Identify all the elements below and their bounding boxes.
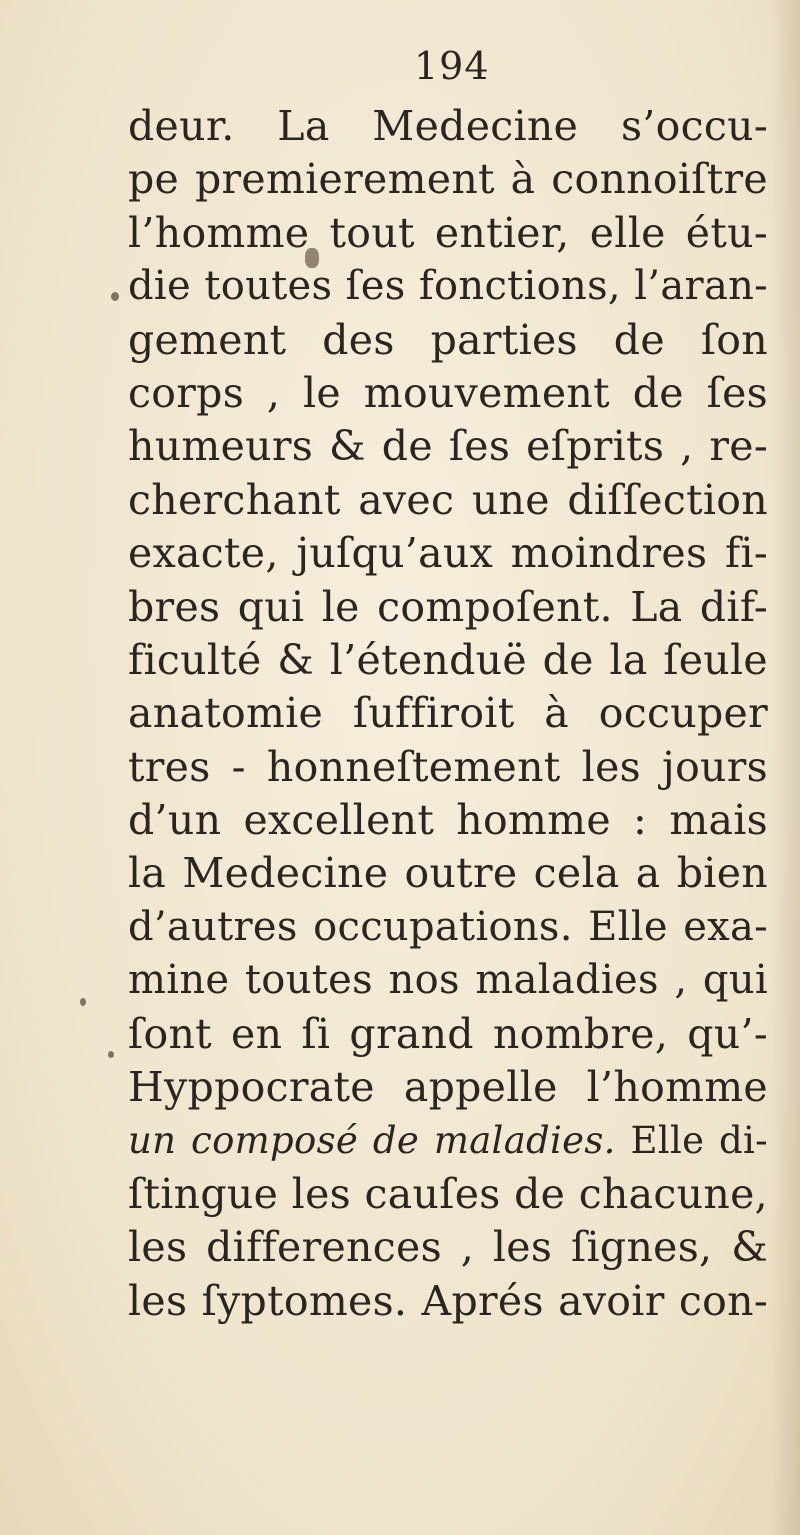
text-line: exacte, juſqu’aux moindres fi-	[128, 529, 768, 578]
page-edge-shadow	[770, 0, 800, 1535]
body-text	[128, 100, 768, 1328]
text-line: les ſyptomes. Aprés avoir con-	[128, 1276, 768, 1325]
ink-speck-mark	[80, 998, 86, 1006]
italic-quote: un composé de maladies.	[128, 1119, 616, 1163]
ink-speck-mark	[108, 1051, 114, 1058]
text-line: mine toutes nos maladies , qui	[128, 957, 768, 1004]
text-line: la Medecine outre cela a bien	[128, 849, 768, 898]
ink-speck-mark	[111, 292, 119, 301]
text-line: Hyppocrate appelle l’homme	[128, 1063, 768, 1112]
text-fragment: Elle di-	[615, 1119, 768, 1163]
text-line: tres - honneſtement les jours	[128, 742, 768, 791]
text-line: corps , le mouvement de ſes	[128, 368, 768, 417]
text-line: les differences , les ſignes, &	[128, 1223, 768, 1272]
text-line: gement des parties de ſon	[128, 315, 768, 364]
text-line: deur. La Medecine s’occu-	[128, 102, 768, 150]
text-line: pe premierement à connoiſtre	[128, 155, 768, 204]
text-line: l’homme tout entier, elle étu-	[128, 208, 768, 257]
text-line: cherchant avec une diſſection	[128, 475, 768, 524]
page-number: 194	[414, 44, 490, 88]
text-line: anatomie ſuffiroit à occuper	[128, 689, 768, 738]
text-line: bres qui le compoſent. La dif-	[128, 582, 768, 631]
text-line: die toutes ſes fonctions, l’aran-	[128, 263, 768, 310]
text-line: humeurs & de ſes eſprits , re-	[128, 422, 768, 471]
text-line: d’autres occupations. Elle exa-	[128, 903, 768, 950]
text-line: ficulté & l’étenduë de la ſeule	[128, 635, 768, 684]
text-line-italic	[128, 1114, 768, 1167]
text-line: ſont en ſi grand nombre, qu’-	[128, 1009, 768, 1058]
text-line: ſtingue les cauſes de chacune,	[128, 1169, 768, 1218]
text-line: d’un excellent homme : mais	[128, 796, 768, 845]
